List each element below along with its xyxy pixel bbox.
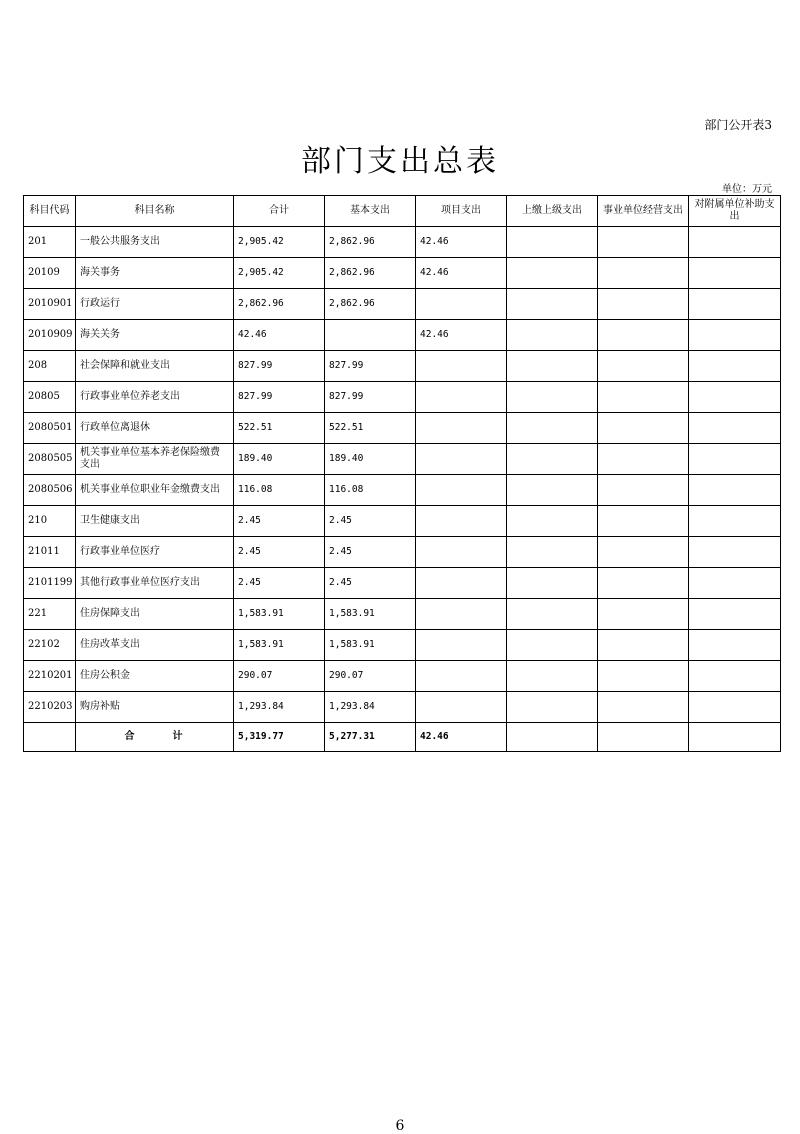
row-code: 2080501 <box>24 413 76 444</box>
row-subsidy <box>689 475 781 506</box>
row-code: 21011 <box>24 537 76 568</box>
expenditure-table <box>23 195 781 752</box>
row-basic: 2,862.96 <box>325 227 416 258</box>
row-upper <box>507 568 598 599</box>
row-total: 189.40 <box>234 444 325 475</box>
row-name: 购房补贴 <box>76 692 234 723</box>
row-business <box>598 413 689 444</box>
row-project <box>416 413 507 444</box>
header-name: 科目名称 <box>76 196 234 227</box>
row-upper <box>507 289 598 320</box>
row-basic: 827.99 <box>325 351 416 382</box>
row-business <box>598 506 689 537</box>
table-row <box>24 382 781 413</box>
row-code: 210 <box>24 506 76 537</box>
table-row <box>24 289 781 320</box>
row-project <box>416 568 507 599</box>
row-code: 201 <box>24 227 76 258</box>
row-total: 522.51 <box>234 413 325 444</box>
table-row <box>24 351 781 382</box>
table-row <box>24 227 781 258</box>
row-code: 221 <box>24 599 76 630</box>
row-total: 1,583.91 <box>234 630 325 661</box>
row-code: 20109 <box>24 258 76 289</box>
row-name: 机关事业单位职业年金缴费支出 <box>76 475 234 506</box>
row-code: 20805 <box>24 382 76 413</box>
row-name: 行政单位离退休 <box>76 413 234 444</box>
row-upper <box>507 630 598 661</box>
row-subsidy <box>689 320 781 351</box>
row-code: 208 <box>24 351 76 382</box>
row-upper <box>507 413 598 444</box>
row-total: 2,905.42 <box>234 258 325 289</box>
row-total: 2,905.42 <box>234 227 325 258</box>
row-project <box>416 630 507 661</box>
row-code: 2210203 <box>24 692 76 723</box>
table-row <box>24 599 781 630</box>
row-basic: 116.08 <box>325 475 416 506</box>
row-subsidy <box>689 413 781 444</box>
row-business <box>598 289 689 320</box>
row-subsidy <box>689 692 781 723</box>
table-row <box>24 661 781 692</box>
row-total: 116.08 <box>234 475 325 506</box>
table-row <box>24 258 781 289</box>
table-row <box>24 320 781 351</box>
table-row <box>24 413 781 444</box>
row-business <box>598 258 689 289</box>
row-subsidy <box>689 630 781 661</box>
row-code: 2010909 <box>24 320 76 351</box>
header-upper: 上缴上级支出 <box>507 196 598 227</box>
table-row <box>24 630 781 661</box>
total-total: 5,319.77 <box>234 723 325 752</box>
row-name: 机关事业单位基本养老保险缴费支出 <box>76 444 234 475</box>
row-upper <box>507 506 598 537</box>
row-upper <box>507 382 598 413</box>
row-name: 卫生健康支出 <box>76 506 234 537</box>
row-upper <box>507 475 598 506</box>
page-title: 部门支出总表 <box>301 144 499 179</box>
table-row <box>24 506 781 537</box>
row-business <box>598 537 689 568</box>
row-basic <box>325 320 416 351</box>
row-basic: 2,862.96 <box>325 289 416 320</box>
table-row <box>24 537 781 568</box>
row-project <box>416 444 507 475</box>
row-name: 海关关务 <box>76 320 234 351</box>
row-code: 2101199 <box>24 568 76 599</box>
row-subsidy <box>689 568 781 599</box>
table-row <box>24 568 781 599</box>
row-basic: 1,583.91 <box>325 630 416 661</box>
row-business <box>598 661 689 692</box>
row-upper <box>507 258 598 289</box>
row-upper <box>507 599 598 630</box>
header-code: 科目代码 <box>24 196 76 227</box>
row-name: 行政运行 <box>76 289 234 320</box>
row-upper <box>507 537 598 568</box>
row-project <box>416 382 507 413</box>
row-total: 1,293.84 <box>234 692 325 723</box>
row-upper <box>507 320 598 351</box>
row-subsidy <box>689 537 781 568</box>
total-code <box>24 723 76 752</box>
row-project: 42.46 <box>416 320 507 351</box>
row-name: 海关事务 <box>76 258 234 289</box>
row-project <box>416 599 507 630</box>
table-row <box>24 692 781 723</box>
row-total: 2.45 <box>234 537 325 568</box>
row-code: 2080505 <box>24 444 76 475</box>
header-row <box>24 196 781 227</box>
row-project <box>416 289 507 320</box>
row-business <box>598 630 689 661</box>
row-basic: 290.07 <box>325 661 416 692</box>
row-subsidy <box>689 227 781 258</box>
row-business <box>598 320 689 351</box>
row-subsidy <box>689 661 781 692</box>
row-subsidy <box>689 444 781 475</box>
row-business <box>598 351 689 382</box>
row-business <box>598 599 689 630</box>
row-name: 行政事业单位医疗 <box>76 537 234 568</box>
row-subsidy <box>689 382 781 413</box>
row-project <box>416 692 507 723</box>
row-upper <box>507 692 598 723</box>
row-business <box>598 227 689 258</box>
row-basic: 1,583.91 <box>325 599 416 630</box>
row-basic: 2.45 <box>325 506 416 537</box>
total-project: 42.46 <box>416 723 507 752</box>
row-total: 290.07 <box>234 661 325 692</box>
row-total: 1,583.91 <box>234 599 325 630</box>
row-total: 42.46 <box>234 320 325 351</box>
row-upper <box>507 661 598 692</box>
table-row <box>24 444 781 475</box>
row-name: 住房改革支出 <box>76 630 234 661</box>
row-name: 住房公积金 <box>76 661 234 692</box>
row-basic: 522.51 <box>325 413 416 444</box>
row-upper <box>507 351 598 382</box>
page-number: 6 <box>395 1118 405 1134</box>
row-subsidy <box>689 351 781 382</box>
row-code: 2210201 <box>24 661 76 692</box>
unit-label: 单位：万元 <box>722 184 772 195</box>
row-basic: 827.99 <box>325 382 416 413</box>
row-business <box>598 382 689 413</box>
row-project: 42.46 <box>416 227 507 258</box>
row-basic: 2.45 <box>325 568 416 599</box>
row-total: 827.99 <box>234 382 325 413</box>
row-project <box>416 661 507 692</box>
row-name: 行政事业单位养老支出 <box>76 382 234 413</box>
row-project <box>416 506 507 537</box>
row-upper <box>507 227 598 258</box>
total-business <box>598 723 689 752</box>
total-row <box>24 723 781 752</box>
row-total: 827.99 <box>234 351 325 382</box>
row-project <box>416 537 507 568</box>
total-upper <box>507 723 598 752</box>
row-name: 社会保障和就业支出 <box>76 351 234 382</box>
row-total: 2.45 <box>234 506 325 537</box>
header-total: 合计 <box>234 196 325 227</box>
row-basic: 189.40 <box>325 444 416 475</box>
row-project <box>416 475 507 506</box>
table-row <box>24 475 781 506</box>
row-basic: 2,862.96 <box>325 258 416 289</box>
row-business <box>598 568 689 599</box>
row-subsidy <box>689 506 781 537</box>
row-project: 42.46 <box>416 258 507 289</box>
row-name: 一般公共服务支出 <box>76 227 234 258</box>
row-name: 其他行政事业单位医疗支出 <box>76 568 234 599</box>
row-name: 住房保障支出 <box>76 599 234 630</box>
row-code: 2010901 <box>24 289 76 320</box>
row-business <box>598 692 689 723</box>
row-basic: 1,293.84 <box>325 692 416 723</box>
header-subsidy: 对附属单位补助支出 <box>689 196 781 227</box>
row-business <box>598 475 689 506</box>
row-code: 2080506 <box>24 475 76 506</box>
row-upper <box>507 444 598 475</box>
row-subsidy <box>689 599 781 630</box>
form-number: 部门公开表3 <box>704 118 772 132</box>
header-basic: 基本支出 <box>325 196 416 227</box>
total-label: 合 计 <box>76 723 234 752</box>
total-subsidy <box>689 723 781 752</box>
row-total: 2,862.96 <box>234 289 325 320</box>
row-subsidy <box>689 289 781 320</box>
row-code: 22102 <box>24 630 76 661</box>
row-subsidy <box>689 258 781 289</box>
header-project: 项目支出 <box>416 196 507 227</box>
header-business: 事业单位经营支出 <box>598 196 689 227</box>
row-basic: 2.45 <box>325 537 416 568</box>
row-total: 2.45 <box>234 568 325 599</box>
row-project <box>416 351 507 382</box>
row-business <box>598 444 689 475</box>
total-basic: 5,277.31 <box>325 723 416 752</box>
